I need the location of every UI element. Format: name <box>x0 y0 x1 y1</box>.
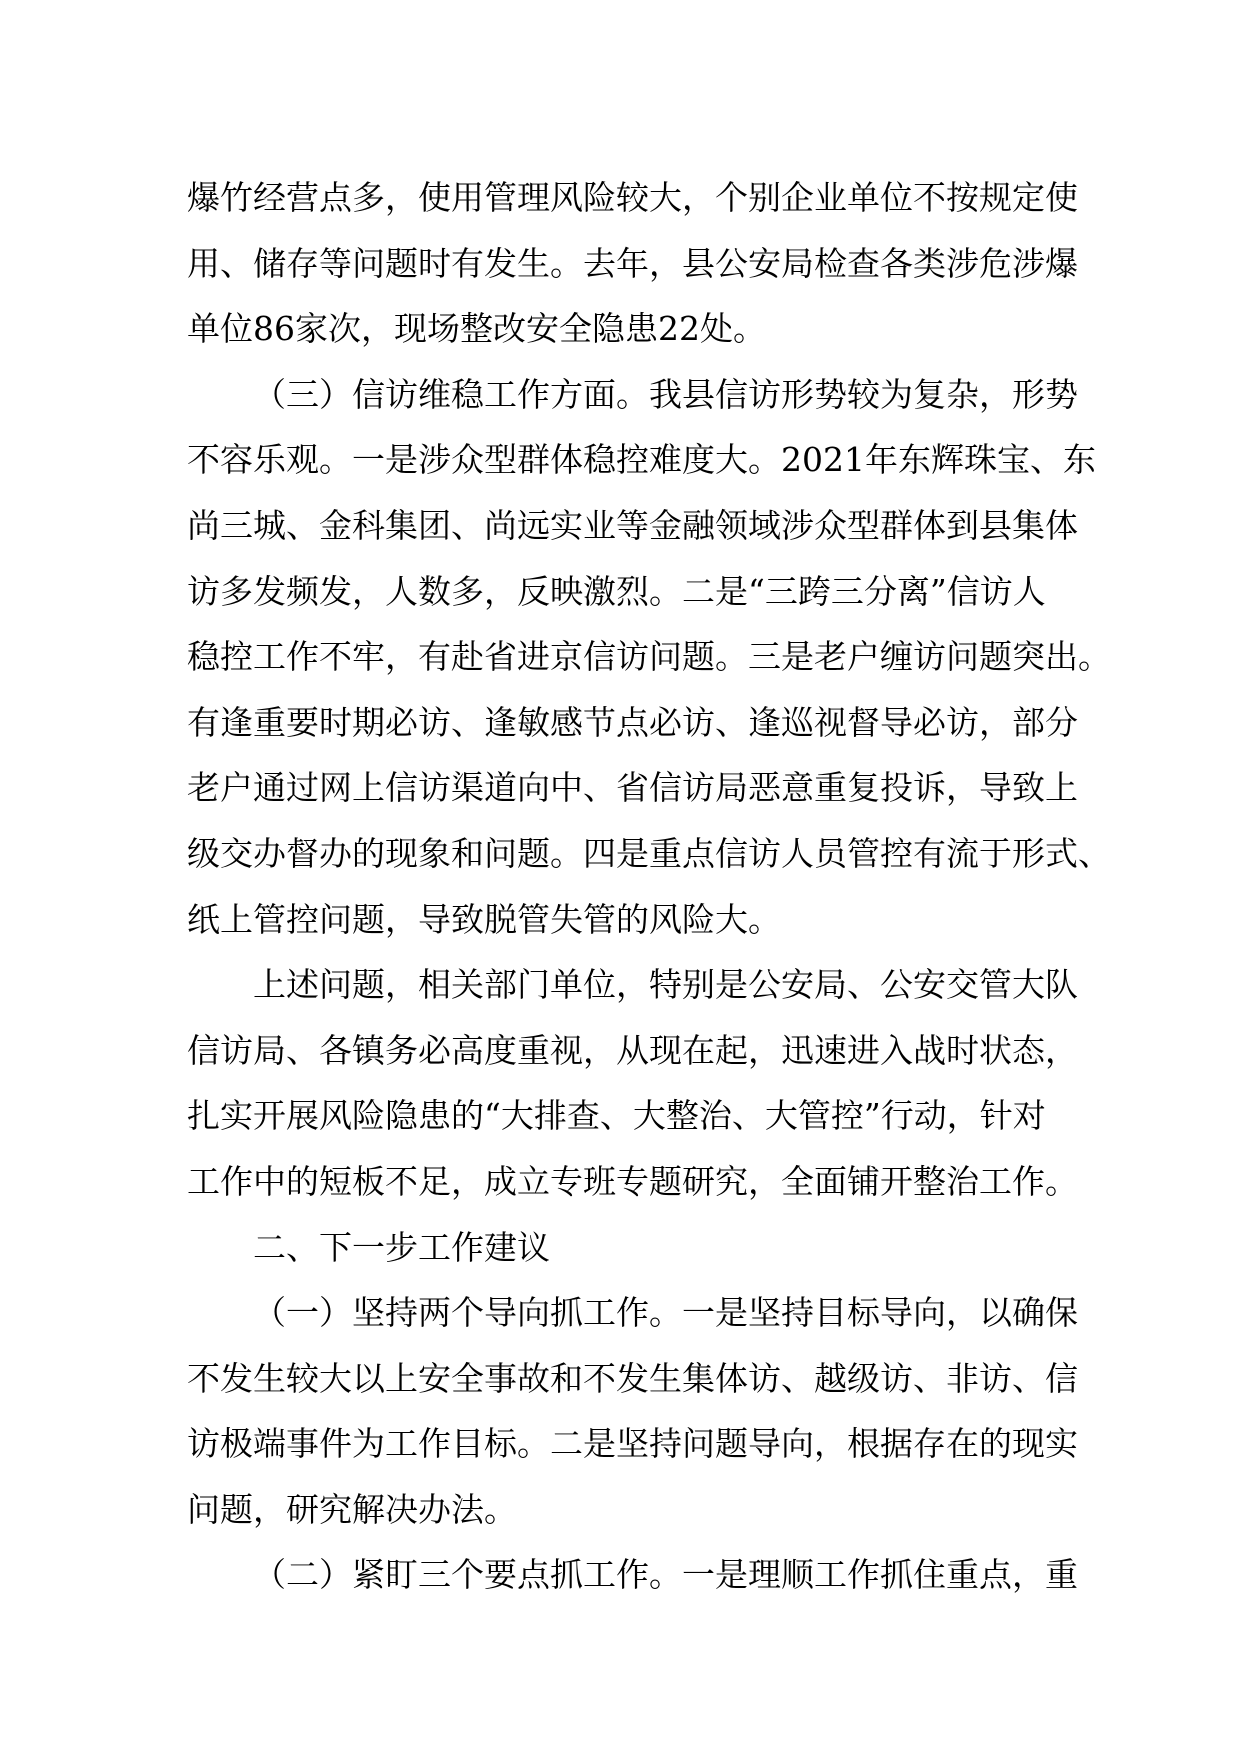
body-line: 爆竹经营点多，使用管理风险较大，个别企业单位不按规定使 <box>187 178 1078 217</box>
section-heading-line: （三）信访维稳工作方面。我县信访形势较为复杂，形势 <box>253 374 1078 414</box>
body-line: 尚三城、金科集团、尚远实业等金融领域涉众型群体到县集体 <box>187 505 1078 545</box>
body-line: 单位86家次，现场整改安全隐患22处。 <box>187 309 766 349</box>
section-heading-line: （二）紧盯三个要点抓工作。一是理顺工作抓住重点，重 <box>253 1555 1078 1595</box>
body-line: 上述问题，相关部门单位，特别是公安局、公安交管大队 <box>253 965 1078 1005</box>
body-line: 纸上管控问题，导致脱管失管的风险大。 <box>187 899 781 939</box>
section-heading-line: （一）坚持两个导向抓工作。一是坚持目标导向，以确保 <box>253 1293 1078 1333</box>
body-line: 稳控工作不牢，有赴省进京信访问题。三是老户缠访问题突出。 <box>187 637 1111 677</box>
body-line: 工作中的短板不足，成立专班专题研究，全面铺开整治工作。 <box>187 1161 1078 1201</box>
body-line: 问题，研究解决办法。 <box>187 1489 517 1529</box>
body-line: 信访局、各镇务必高度重视，从现在起，迅速进入战时状态， <box>187 1030 1078 1070</box>
body-line: 老户通过网上信访渠道向中、省信访局恶意重复投诉，导致上 <box>187 768 1078 808</box>
body-line: 访极端事件为工作目标。二是坚持问题导向，根据存在的现实 <box>187 1424 1078 1464</box>
body-line: 不发生较大以上安全事故和不发生集体访、越级访、非访、信 <box>187 1358 1078 1398</box>
body-line: 级交办督办的现象和问题。四是重点信访人员管控有流于形式、 <box>187 833 1111 873</box>
body-line: 扎实开展风险隐患的“大排查、大整治、大管控”行动，针对 <box>187 1096 1046 1136</box>
body-line: 不容乐观。一是涉众型群体稳控难度大。2021年东辉珠宝、东 <box>187 440 1096 480</box>
body-line: 用、储存等问题时有发生。去年，县公安局检查各类涉危涉爆 <box>187 243 1078 283</box>
document-body <box>187 165 1111 1608</box>
section-heading-line: 二、下一步工作建议 <box>253 1227 550 1267</box>
body-line: 有逢重要时期必访、逢敏感节点必访、逢巡视督导必访，部分 <box>187 702 1078 742</box>
body-line: 访多发频发，人数多，反映激烈。二是“三跨三分离”信访人 <box>187 571 1046 611</box>
